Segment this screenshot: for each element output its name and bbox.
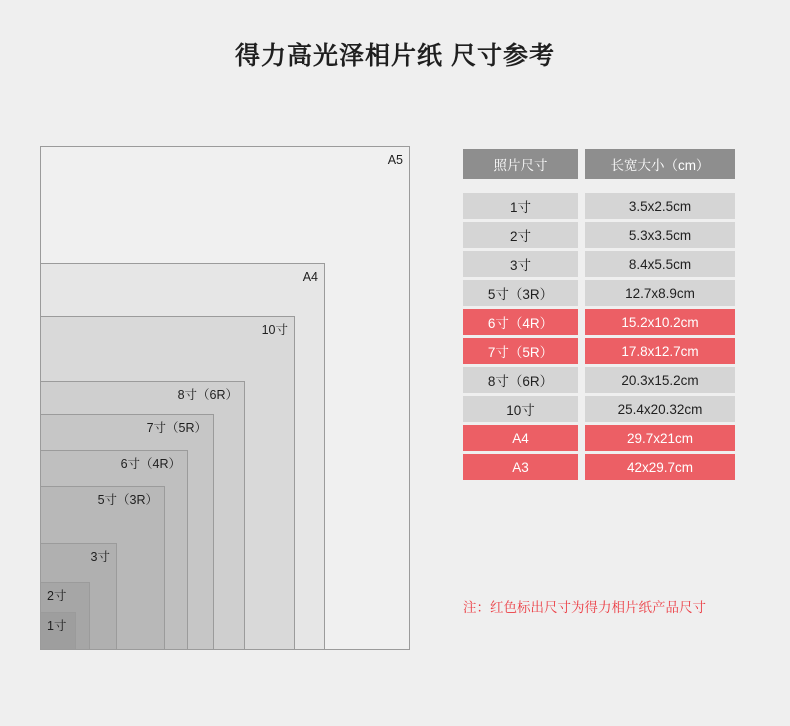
paper-sheet-label: 3寸 [90,550,110,564]
table-row [463,454,735,480]
cell-dimension: 29.7x21cm [585,425,735,451]
cell-size: A4 [463,425,578,451]
table-row [463,309,735,335]
cell-size: 3寸 [463,251,578,277]
cell-size: 5寸（3R） [463,280,578,306]
paper-sheet-label: 10寸 [261,323,288,337]
page-title: 得力高光泽相片纸 尺寸参考 [235,42,555,70]
column-header-dimension: 长宽大小（cm） [585,149,735,179]
cell-dimension: 3.5x2.5cm [585,193,735,219]
cell-dimension: 42x29.7cm [585,454,735,480]
cell-spacer [578,193,585,219]
table-row [463,193,735,219]
cell-dimension: 5.3x3.5cm [585,222,735,248]
table-row [463,425,735,451]
table-row [463,280,735,306]
cell-size: 8寸（6R） [463,367,578,393]
table-row [463,367,735,393]
cell-spacer [578,222,585,248]
cell-size: A3 [463,454,578,480]
paper-size-diagram [40,146,410,656]
cell-spacer [578,338,585,364]
column-spacer [578,149,585,179]
cell-size: 2寸 [463,222,578,248]
cell-spacer [578,280,585,306]
paper-sheet-label: 7寸（5R） [146,421,207,435]
cell-size: 10寸 [463,396,578,422]
paper-sheet [40,612,76,650]
cell-spacer [578,309,585,335]
cell-dimension: 20.3x15.2cm [585,367,735,393]
table-row [463,251,735,277]
size-table [463,146,735,483]
table-header-row [463,149,735,179]
cell-dimension: 25.4x20.32cm [585,396,735,422]
cell-dimension: 12.7x8.9cm [585,280,735,306]
cell-dimension: 17.8x12.7cm [585,338,735,364]
paper-sheet-label: 6寸（4R） [120,457,181,471]
table-body [463,182,735,480]
paper-sheet-label: 8寸（6R） [177,388,238,402]
cell-size: 1寸 [463,193,578,219]
cell-size: 7寸（5R） [463,338,578,364]
table-head [463,149,735,179]
table-gap-row [463,182,735,190]
paper-sheet-label: 1寸 [47,619,67,633]
cell-dimension: 8.4x5.5cm [585,251,735,277]
column-header-size: 照片尺寸 [463,149,578,179]
table-row [463,396,735,422]
paper-sheet-label: A5 [387,153,403,167]
cell-spacer [578,396,585,422]
cell-dimension: 15.2x10.2cm [585,309,735,335]
cell-size: 6寸（4R） [463,309,578,335]
table-row [463,338,735,364]
paper-sheet-label: A4 [302,270,318,284]
cell-spacer [578,454,585,480]
paper-sheet-label: 5寸（3R） [97,493,158,507]
table-gap-cell [463,182,735,190]
cell-spacer [578,251,585,277]
paper-sheet-label: 2寸 [47,589,67,603]
footnote: 注：红色标出尺寸为得力相片纸产品尺寸 [463,600,706,615]
table-row [463,222,735,248]
cell-spacer [578,425,585,451]
cell-spacer [578,367,585,393]
